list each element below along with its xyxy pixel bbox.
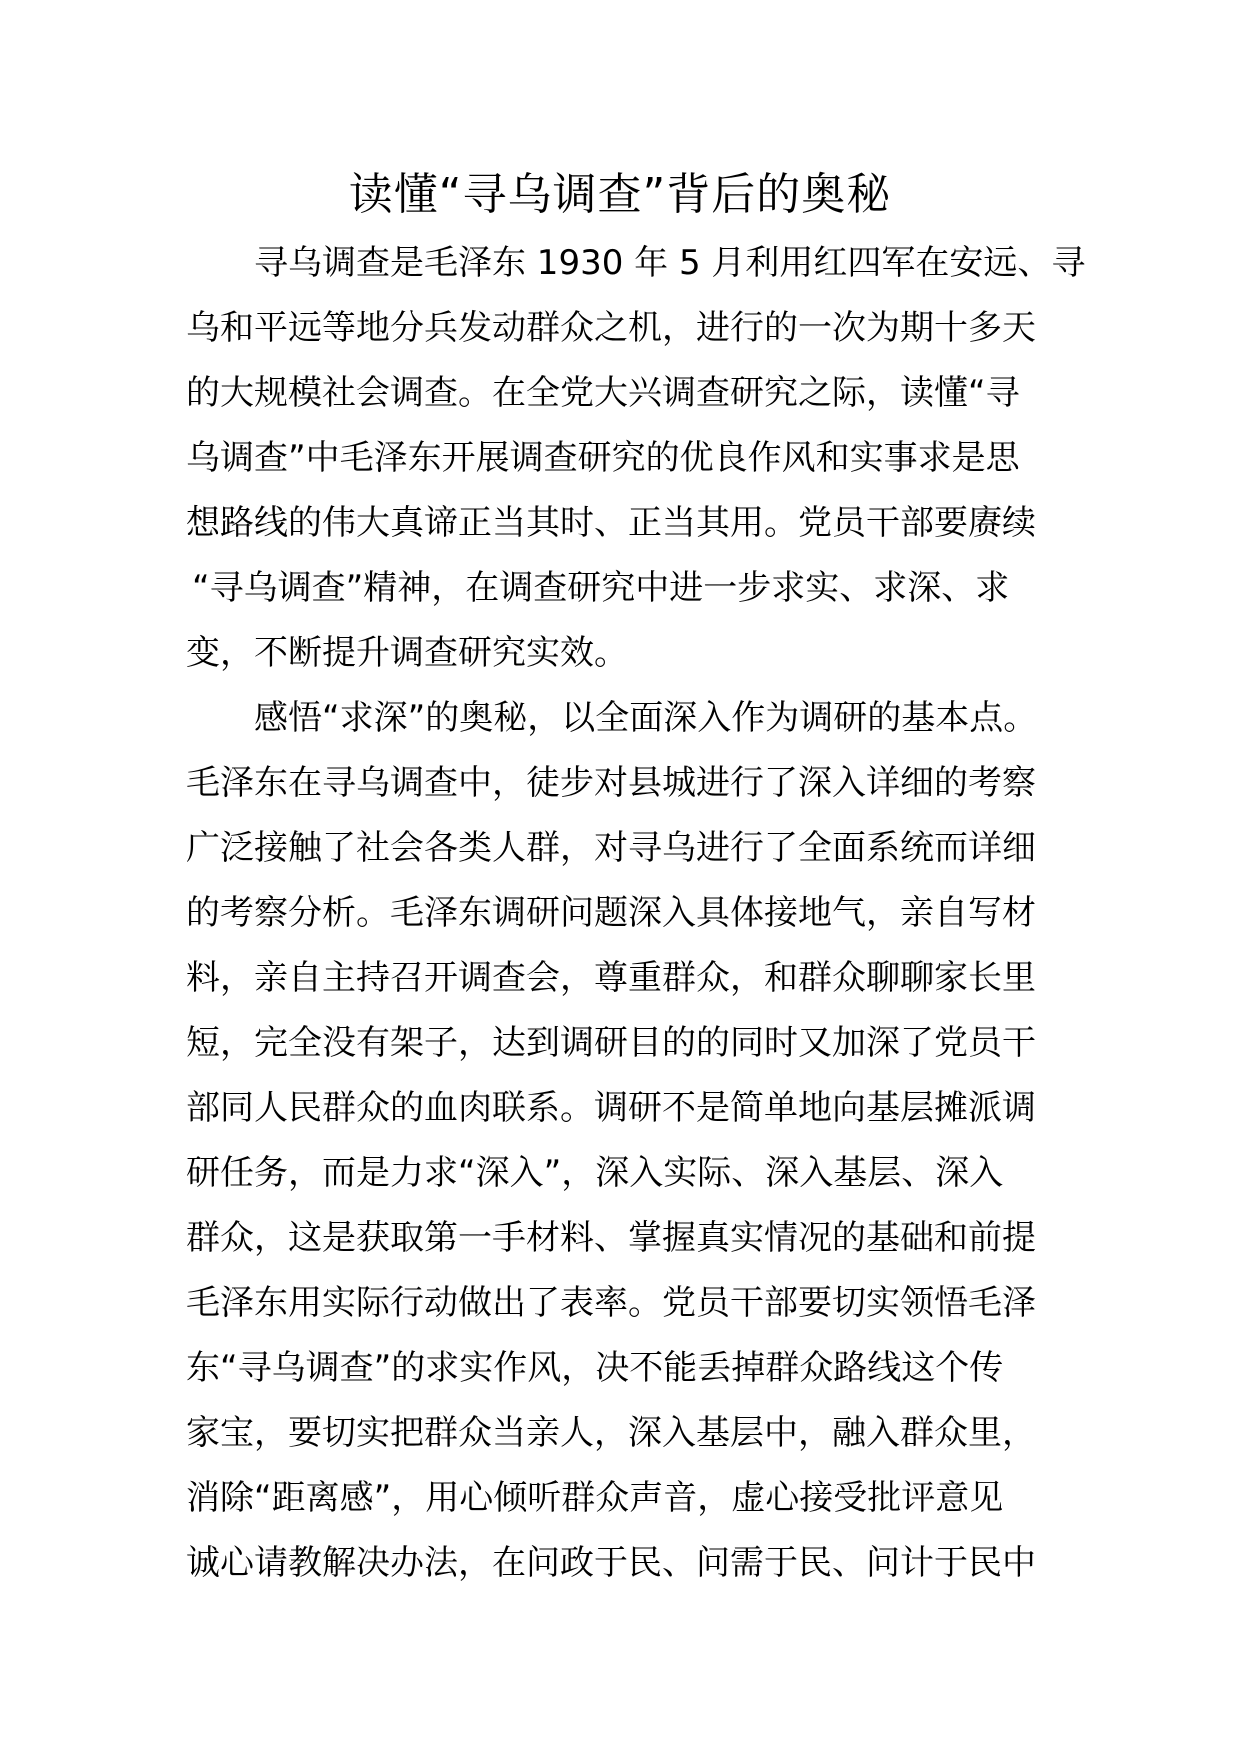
text-line: 的考察分析。毛泽东调研问题深入具体接地气，亲自写材 <box>186 893 1036 933</box>
text-line: 广泛接触了社会各类人群，对寻乌进行了全面系统而详细 <box>186 828 1036 868</box>
text-line: 乌和平远等地分兵发动群众之机，进行的一次为期十多天 <box>186 308 1036 348</box>
text-line: 部同人民群众的血肉联系。调研不是简单地向基层摊派调 <box>186 1088 1036 1128</box>
text-line: 研任务，而是力求“深入”，深入实际、深入基层、深入 <box>186 1153 1004 1193</box>
text-line: 短，完全没有架子，达到调研目的的同时又加深了党员干 <box>186 1023 1036 1063</box>
text-line: 变，不断提升调查研究实效。 <box>186 633 628 673</box>
text-line: 家宝，要切实把群众当亲人，深入基层中，融入群众里， <box>186 1413 1036 1453</box>
text-line: 乌调查”中毛泽东开展调查研究的优良作风和实事求是思 <box>186 438 1020 478</box>
text-line: 群众，这是获取第一手材料、掌握真实情况的基础和前提 <box>186 1218 1036 1258</box>
text-line: 感悟“求深”的奥秘，以全面深入作为调研的基本点。 <box>254 698 1038 738</box>
text-line: 的大规模社会调查。在全党大兴调查研究之际，读懂“寻 <box>186 373 1020 413</box>
text-line: 毛泽东在寻乌调查中，徒步对县城进行了深入详细的考察 <box>186 763 1036 803</box>
text-line: 东“寻乌调查”的求实作风，决不能丢掉群众路线这个传 <box>186 1348 1004 1388</box>
text-line: 寻乌调查是毛泽东 1930 年 5 月利用红四军在安远、寻 <box>254 243 1086 283</box>
text-line: “寻乌调查”精神，在调查研究中进一步求实、求深、求 <box>192 568 1010 608</box>
text-line: 料，亲自主持召开调查会，尊重群众，和群众聊聊家长里 <box>186 958 1036 998</box>
document-title: 读懂“寻乌调查”背后的奥秘 <box>348 169 892 220</box>
text-line: 诚心请教解决办法，在问政于民、问需于民、问计于民中 <box>186 1543 1036 1583</box>
text-line: 毛泽东用实际行动做出了表率。党员干部要切实领悟毛泽 <box>186 1283 1036 1323</box>
text-line: 想路线的伟大真谛正当其时、正当其用。党员干部要赓续 <box>186 503 1036 543</box>
document-body <box>186 231 1086 1596</box>
text-line: 消除“距离感”，用心倾听群众声音，虚心接受批评意见 <box>186 1478 1004 1518</box>
